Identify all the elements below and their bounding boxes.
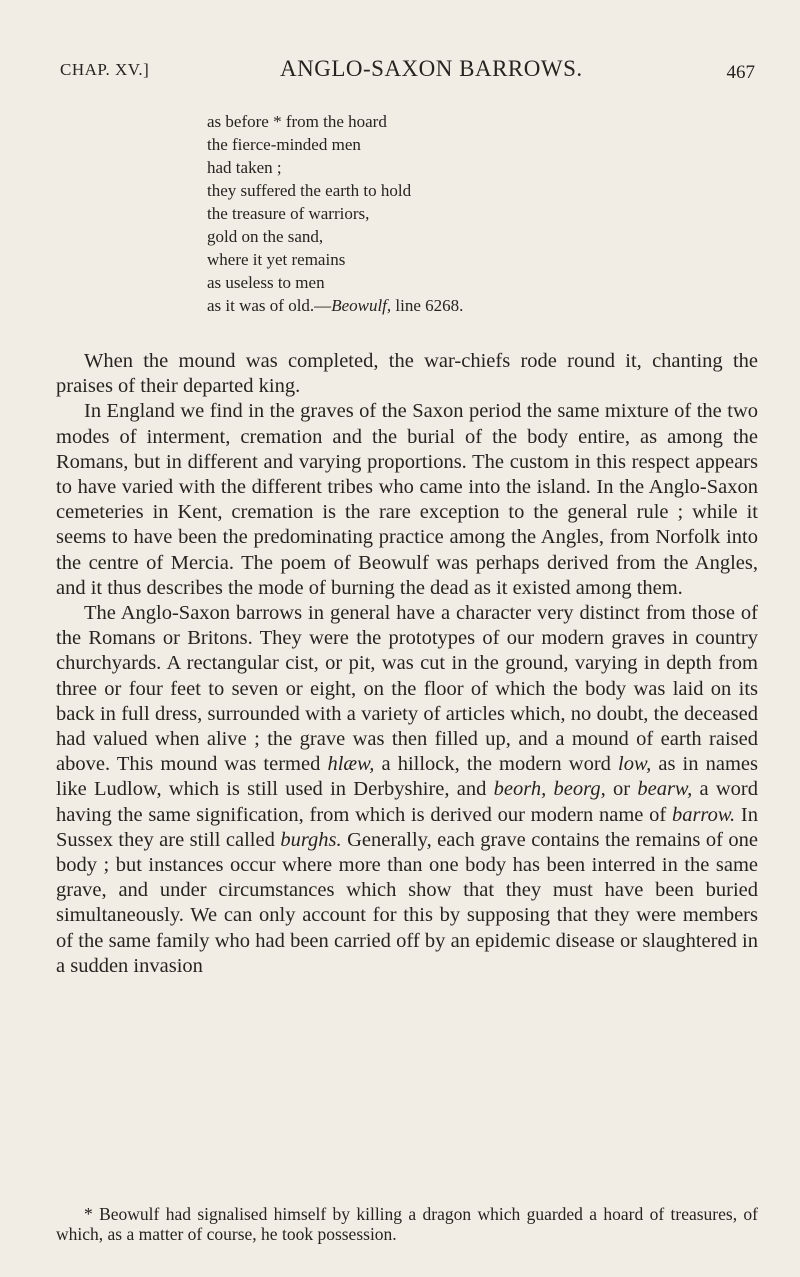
italic-term: bearw, [637, 778, 693, 801]
poem-line: had taken ; [207, 158, 282, 177]
running-header [60, 50, 755, 90]
poem-line: as useless to men [207, 273, 325, 292]
text-run: a hillock, the modern word [374, 753, 619, 776]
poem-citation [207, 294, 767, 317]
citation-source: Beowulf, [331, 296, 392, 315]
poem-quotation [207, 110, 767, 317]
poem-line: where it yet remains [207, 250, 346, 269]
italic-term: burghs. [280, 828, 342, 851]
poem-line: the fierce-minded men [207, 135, 361, 154]
text-run: or [605, 778, 638, 801]
citation-prefix: as it was of old.— [207, 296, 332, 315]
text-run: a word having the same signification, from which is derived our modern name of [56, 778, 759, 826]
paragraph [56, 601, 758, 979]
text-run: as in names like Ludlow, which is still used in Derbyshire, and [56, 753, 758, 801]
poem-line: gold on the sand, [207, 227, 324, 246]
text-run: Generally, each grave contains the remains of one body ; but instances occur where more than one body has been interred in the same grave, and under circumstances which show that they must have been buried simultaneously. We can only account for this by supposing that they were members of the same family who had been carried off by an epidemic disease or slaughtered in a sudden invasion [56, 828, 758, 977]
paragraph: When the mound was completed, the war-chiefs rode round it, chanting the praises of their departed king. [56, 350, 758, 398]
poem-line: the treasure of warriors, [207, 204, 370, 223]
poem-line: as before * from the hoard [207, 112, 387, 131]
italic-term: barrow. [671, 803, 736, 826]
body-text [56, 349, 758, 979]
chapter-label: CHAP. XV.] [60, 60, 150, 79]
text-run: The Anglo-Saxon barrows in general have a character very distinct from those of the Romans or Britons. They were the prototypes of our modern graves in country churchyards. A rectangular cist, or pit, was cut in the ground, varying in depth from three or four feet to seven or eight, on the floor of which the body was laid on its back in full dress, surrounded with a variety of articles which, no doubt, the deceased had valued when alive ; the grave was then filled up, and a mound of earth raised above. This mound was termed [56, 602, 758, 776]
italic-term: hlæw, [327, 753, 375, 776]
footnote: * Beowulf had signalised himself by killing a dragon which guarded a hoard of treasures, of which, as a matter of course, he took possession. [56, 1204, 758, 1244]
poem-line: they suffered the earth to hold [207, 181, 412, 200]
text-run: In Sussex they are still called [56, 803, 759, 851]
paragraph: In England we find in the graves of the Saxon period the same mixture of the two modes of interment, cremation and the burial of the body entire, as among the Romans, but in different and varying proportions. The custom in this respect appears to have varied with the different tribes who came into the island. In the Anglo-Saxon cemeteries in Kent, cremation is the rare exception to the general rule ; while it seems to have been the predominating practice among the Angles, from Norfolk into the centre of Mercia. The poem of Beowulf was perhaps derived from the Angles, and it thus describes the mode of burning the dead as it existed among them. [56, 400, 758, 599]
page-number: 467 [726, 62, 755, 83]
citation-suffix: line 6268. [391, 296, 464, 315]
page-title: ANGLO-SAXON BARROWS. [280, 56, 583, 81]
italic-term: low, [618, 753, 652, 776]
italic-term: beorh, beorg, [493, 778, 606, 801]
